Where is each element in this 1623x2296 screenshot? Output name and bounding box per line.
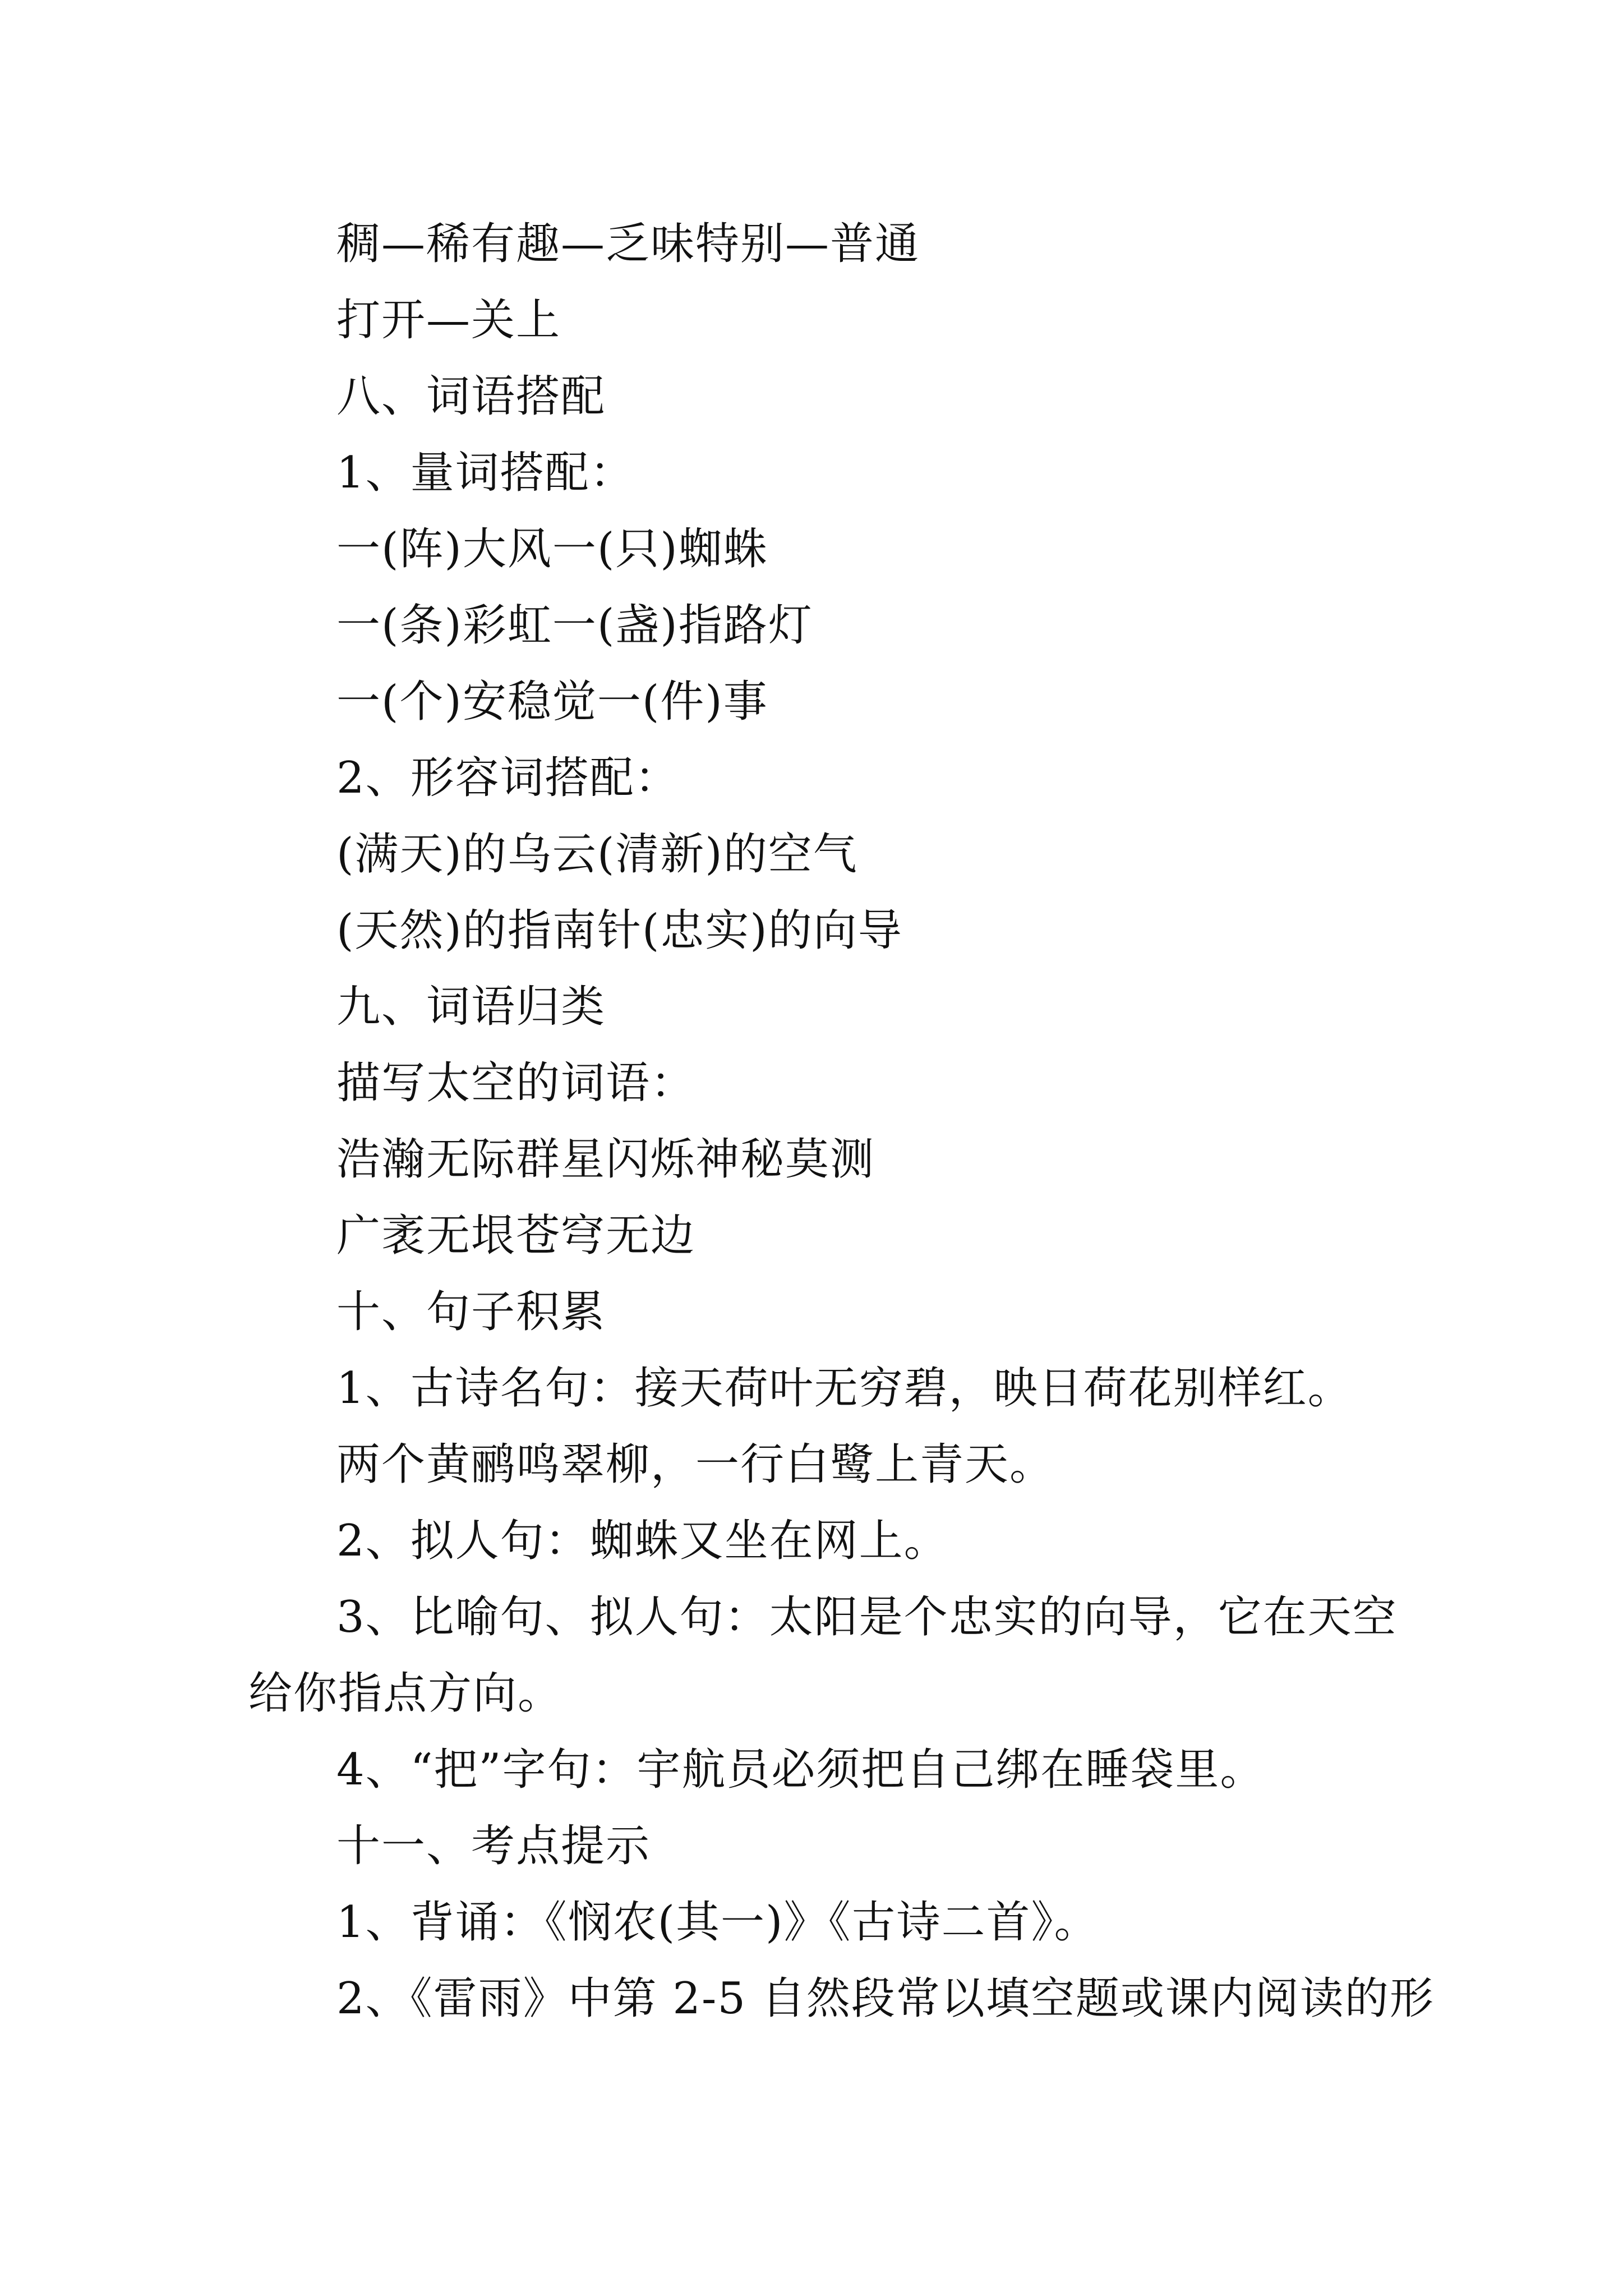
text-line: 两个黄鹂鸣翠柳，一行白鹭上青天。	[336, 1439, 1055, 1490]
text-line: 打开—关上	[336, 295, 561, 346]
text-line: 1、背诵：《悯农(其一)》《古诗二首》。	[336, 1897, 1099, 1948]
section-heading: 八、词语搭配	[336, 371, 606, 422]
text-line: 一(个)安稳觉一(件)事	[336, 677, 768, 727]
text-line: 给你指点方向。	[248, 1668, 563, 1719]
section-heading: 九、词语归类	[336, 982, 606, 1032]
subsection-heading: 2、形容词搭配：	[336, 753, 680, 803]
text-line: 一(条)彩虹一(盏)指路灯	[336, 600, 813, 651]
text-line: (天然)的指南针(忠实)的向导	[336, 905, 903, 956]
section-heading: 十、句子积累	[336, 1287, 606, 1337]
text-line: 3、比喻句、拟人句：太阳是个忠实的向导，它在天空	[336, 1592, 1398, 1642]
text-line: 广袤无垠苍穹无边	[336, 1211, 696, 1261]
text-line: 2、拟人句：蜘蛛又坐在网上。	[336, 1516, 949, 1566]
text-line: 描写太空的词语：	[336, 1058, 696, 1108]
text-line: 2、《雷雨》中第 2-5 自然段常以填空题或课内阅读的形	[336, 1973, 1435, 2024]
section-heading: 十一、考点提示	[336, 1821, 651, 1871]
text-line: 一(阵)大风一(只)蜘蛛	[336, 524, 768, 574]
text-line: (满天)的乌云(清新)的空气	[336, 829, 858, 880]
subsection-heading: 1、量词搭配：	[336, 448, 635, 498]
text-line: 稠—稀有趣—乏味特别—普通	[336, 219, 920, 269]
text-line: 4、“把”字句：宇航员必须把自己绑在睡袋里。	[336, 1745, 1265, 1795]
text-line: 1、古诗名句：接天荷叶无穷碧，映日荷花别样红。	[336, 1363, 1353, 1414]
text-line: 浩瀚无际群星闪烁神秘莫测	[336, 1134, 875, 1185]
